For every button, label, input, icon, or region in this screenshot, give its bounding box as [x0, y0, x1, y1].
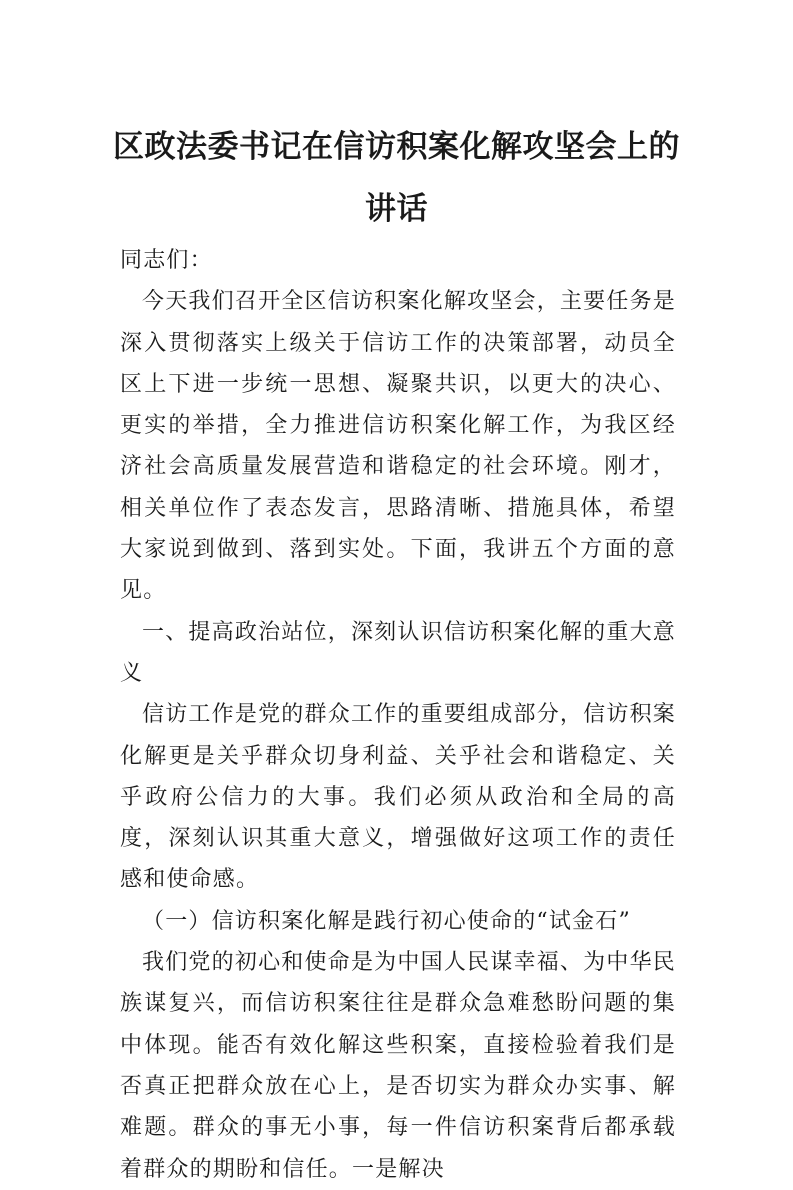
subsection-heading-1: （一）信访积案化解是践行初心使命的“试金石” — [142, 908, 631, 934]
subsection-paragraph-1: 我们党的初心和使命是为中国人民谋幸福、为中华民族谋复兴，而信访积案往往是群众急难愁盼问题的集中体现。能否有效化解这些积案，直接检验着我们是否真正把群众放在心上，是否切实为群众办实事、解难题。群众的事无小事，每一件信访积案背后都承载着群众的期盼和信任。一是解决 — [120, 950, 676, 1182]
section-heading-1: 一、提高政治站位，深刻认识信访积案化解的重大意义 — [120, 619, 676, 686]
document-body — [120, 240, 676, 1190]
section-paragraph-1: 信访工作是党的群众工作的重要组成部分，信访积案化解更是关乎群众切身利益、关乎社会和谐稳定、关乎政府公信力的大事。我们必须从政治和全局的高度，深刻认识其重大意义，增强做好这项工作的责任感和使命感。 — [120, 702, 676, 893]
intro-paragraph: 今天我们召开全区信访积案化解攻坚会，主要任务是深入贯彻落实上级关于信访工作的决策部署，动员全区上下进一步统一思想、凝聚共识，以更大的决心、更实的举措，全力推进信访积案化解工作，为我区经济社会高质量发展营造和谐稳定的社会环境。刚才，相关单位作了表态发言，思路清晰、措施具体，希望大家说到做到、落到实处。下面，我讲五个方面的意见。 — [120, 289, 676, 604]
greeting: 同志们： — [120, 248, 213, 273]
document-title: 区政法委书记在信访积案化解攻坚会上的讲话 — [113, 129, 680, 227]
